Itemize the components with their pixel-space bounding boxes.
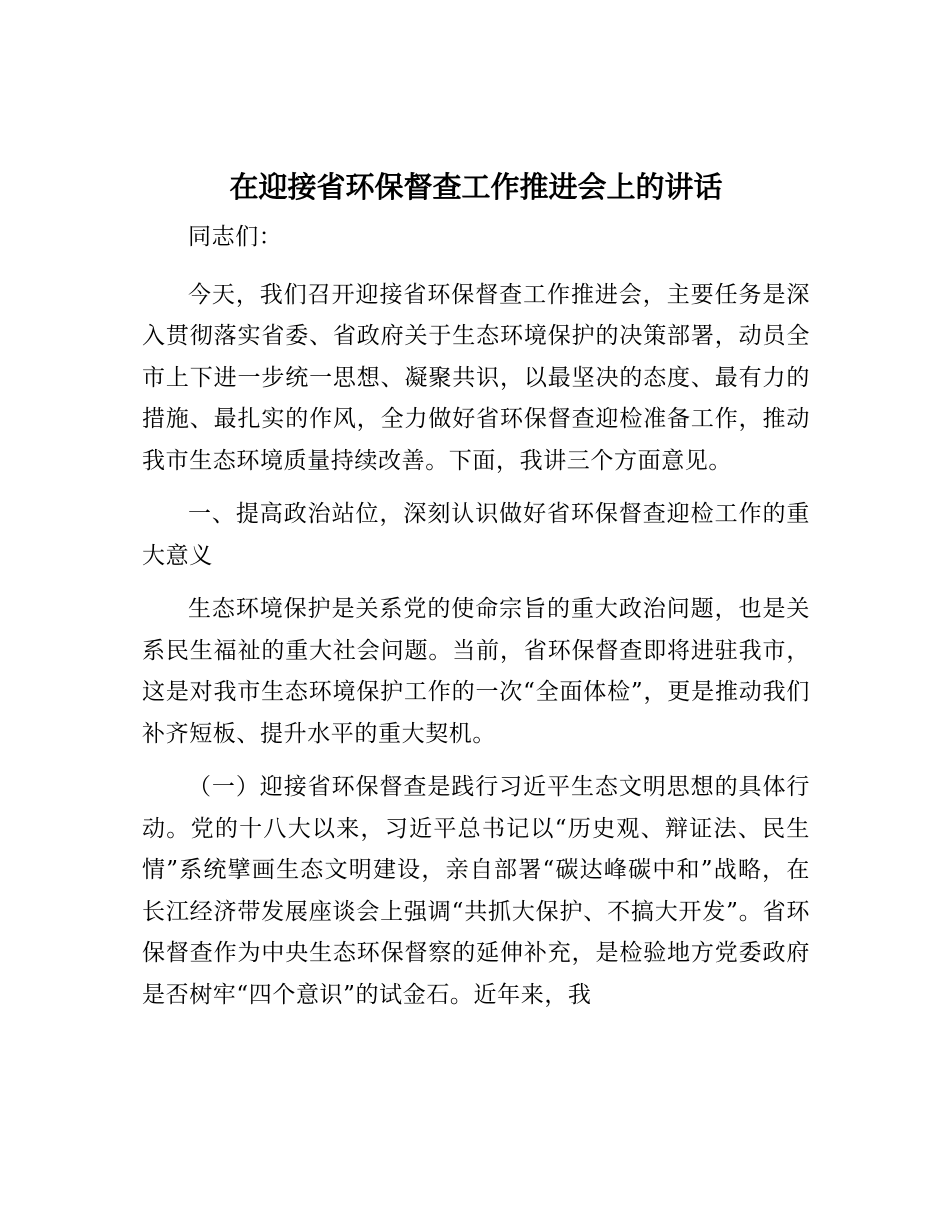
paragraph-intro: 今天，我们召开迎接省环保督查工作推进会，主要任务是深入贯彻落实省委、省政府关于生态环境保护的决策部署，动员全市上下进一步统一思想、凝聚共识，以最坚决的态度、最有力的措施、最扎实的作风，全力做好省环保督查迎检准备工作，推动我市生态环境质量持续改善。下面，我讲三个方面意见。 <box>142 281 810 474</box>
salutation: 同志们： <box>188 224 283 250</box>
paragraph-significance: 生态环境保护是关系党的使命宗旨的重大政治问题，也是关系民生福祉的重大社会问题。当前，省环保督查即将进驻我市，这是对我市生态环境保护工作的一次“全面体检”，更是推动我们补齐短板、提升水平的重大契机。 <box>142 596 810 747</box>
paragraph-subpoint-1: （一）迎接省环保督查是践行习近平生态文明思想的具体行动。党的十八大以来，习近平总书记以“历史观、辩证法、民生情”系统擘画生态文明建设，亲自部署“碳达峰碳中和”战略，在长江经济带发展座谈会上强调“共抓大保护、不搞大开发”。省环保督查作为中央生态环保督察的延伸补充，是检验地方党委政府是否树牢“四个意识”的试金石。近年来，我 <box>142 774 810 1008</box>
document-title: 在迎接省环保督查工作推进会上的讲话 <box>229 170 723 204</box>
section-heading-1: 一、提高政治站位，深刻认识做好省环保督查迎检工作的重大意义 <box>142 501 810 569</box>
document-page <box>142 165 810 1028</box>
